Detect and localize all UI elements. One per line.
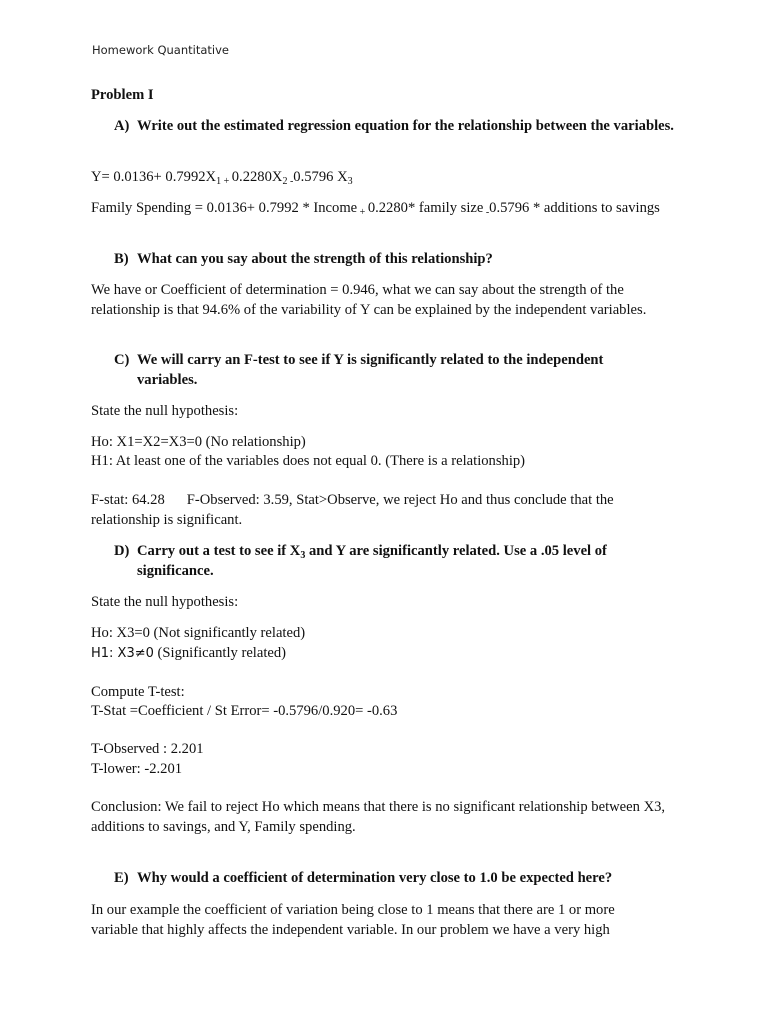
- eq-sub-2: 2: [282, 176, 288, 187]
- problem-title: Problem I: [91, 87, 154, 103]
- question-c: [114, 351, 654, 390]
- t-observed: T-Observed : 2.201: [91, 741, 204, 757]
- d-alt-hypothesis-symbol: H1: X3≠0: [91, 646, 154, 661]
- question-e-text: Why would a coefficient of determination very close to 1.0 be expected here?: [137, 870, 613, 886]
- eq-sign-1: +: [221, 176, 232, 187]
- question-e-letter: E): [114, 870, 129, 886]
- question-c-text: We will carry an F-test to see if Y is significantly related to the independent variables.: [137, 352, 604, 388]
- fam-part-3: 0.5796 * additions to savings: [489, 200, 660, 216]
- c-alt-hypothesis: H1: At least one of the variables does not equal 0. (There is a relationship): [91, 453, 526, 469]
- question-d-part-1: Carry out a test to see if X: [137, 543, 301, 559]
- compute-label: Compute T-test:: [91, 684, 185, 700]
- eq-sub-1: 1: [216, 176, 222, 187]
- eq-part-3: 0.5796 X: [293, 169, 348, 185]
- question-d-letter: D): [114, 543, 130, 559]
- d-alt-hypothesis-text: (Significantly related): [153, 645, 287, 661]
- family-spending-equation: [91, 199, 671, 219]
- question-d: [114, 542, 654, 581]
- question-a: [114, 117, 674, 137]
- t-stat: T-Stat =Coefficient / St Error= -0.5796/0.920= -0.63: [91, 703, 398, 719]
- answer-e: In our example the coefficient of variation being close to 1 means that there are 1 or more variable that highly affects the independent variable. In our problem we have a very high: [91, 902, 615, 938]
- eq-sub-3: 3: [347, 176, 353, 187]
- question-b-letter: B): [114, 251, 129, 267]
- c-null-hypothesis: Ho: X1=X2=X3=0 (No relationship): [91, 434, 306, 450]
- fam-part-1: Family Spending = 0.0136+ 0.7992 * Income: [91, 200, 358, 216]
- question-a-letter: A): [114, 118, 130, 134]
- question-d-text: [137, 542, 654, 581]
- fam-sign-2: -: [483, 207, 490, 218]
- f-observed-text: F-Observed: 3.59, Stat>Observe, we reject Ho and thus conclude that the relationship is significant.: [91, 492, 614, 528]
- eq-sign-2: -: [287, 176, 294, 187]
- eq-part-2: 0.2280X: [231, 169, 283, 185]
- question-d-part-2: and Y are significantly related. Use a .05 level of significance.: [137, 543, 607, 579]
- f-stat: F-stat: 64.28: [91, 492, 165, 508]
- d-null-label: State the null hypothesis:: [91, 594, 239, 610]
- question-b-text: What can you say about the strength of this relationship?: [137, 251, 493, 267]
- page-header: Homework Quantitative: [92, 43, 229, 57]
- c-conclusion: [91, 491, 661, 530]
- question-d-sub: 3: [300, 550, 306, 561]
- regression-equation: [91, 168, 691, 188]
- question-c-letter: C): [114, 352, 130, 368]
- t-lower: T-lower: -2.201: [91, 761, 183, 777]
- fam-part-2: 0.2280* family size: [367, 200, 484, 216]
- question-a-text: Write out the estimated regression equation for the relationship between the variables.: [137, 118, 674, 134]
- d-conclusion: Conclusion: We fail to reject Ho which means that there is no significant relationship between X3, additions to savings, and Y, Family spending.: [91, 799, 666, 835]
- question-b: [114, 250, 674, 270]
- d-alt-hypothesis: [91, 644, 691, 664]
- answer-b: We have or Coefficient of determination = 0.946, what we can say about the strength of the relationship is that 94.6% of the variability of Y can be explained by the independent variables.: [91, 282, 647, 318]
- c-null-label: State the null hypothesis:: [91, 403, 239, 419]
- question-e: [114, 869, 674, 889]
- fam-sign-1: +: [357, 207, 368, 218]
- eq-part-1: Y= 0.0136+ 0.7992X: [91, 169, 217, 185]
- d-null-hypothesis: Ho: X3=0 (Not significantly related): [91, 625, 306, 641]
